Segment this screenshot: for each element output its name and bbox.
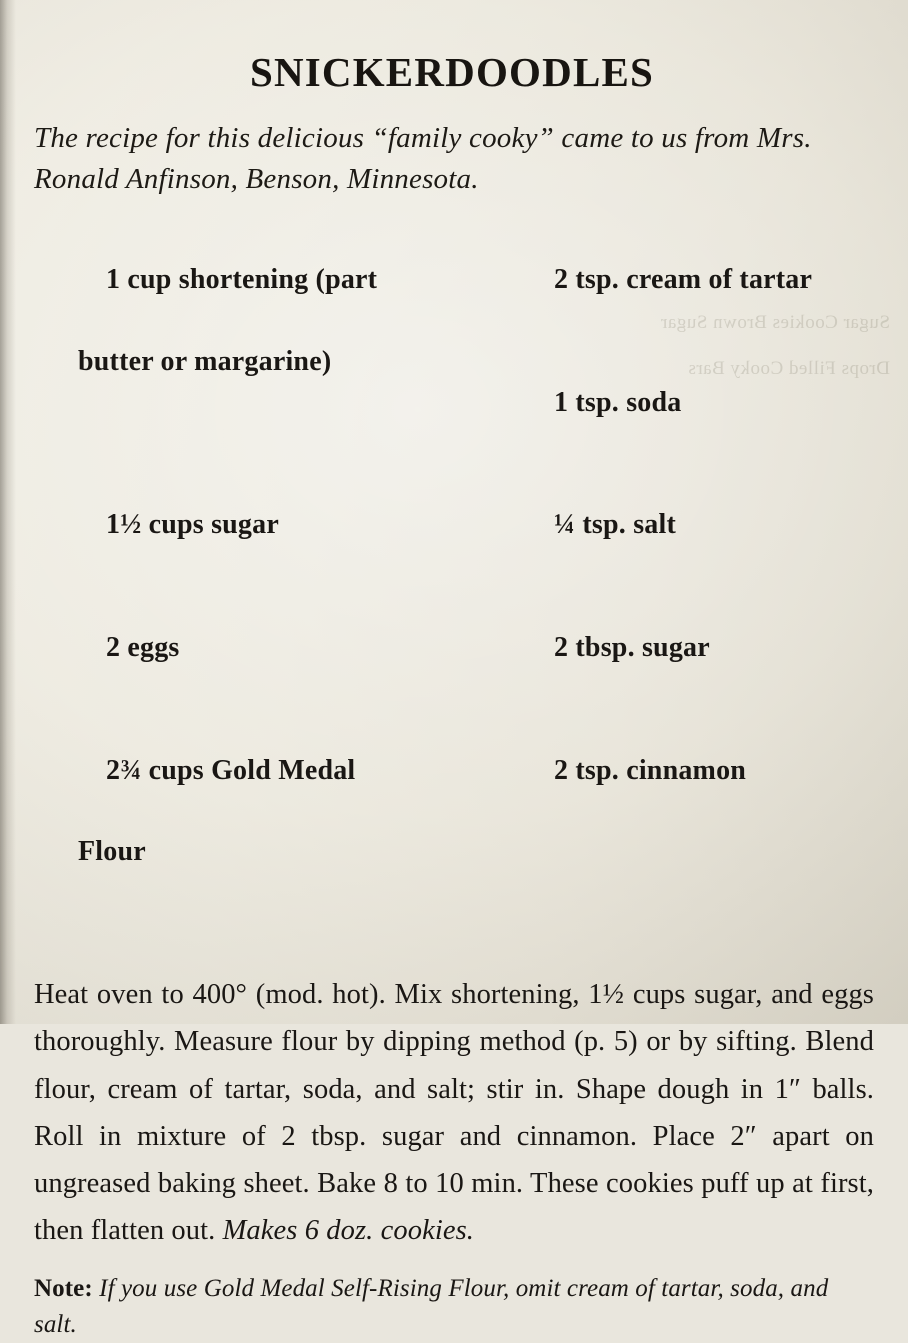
note-text: If you use Gold Medal Self-Rising Flour, omit cream of tartar, soda, and salt.	[34, 1274, 829, 1338]
recipe-content	[30, 48, 874, 1343]
ingredient-item	[482, 342, 882, 465]
page-title: SNICKERDOODLES	[249, 49, 655, 95]
recipe-intro: The recipe for this delicious “family cooky” came to us from Mrs. Ronald Anfinson, Benson, Minnesota.	[34, 122, 812, 195]
ingredient-text: ¼ tsp. salt	[554, 509, 676, 541]
ingredient-item	[34, 464, 464, 587]
recipe-yield: Makes 6 doz. cookies.	[222, 1215, 474, 1247]
ingredient-item	[34, 219, 464, 464]
show-through-text: Sugar Cookies Brown Sugar Drops Filled Cooky Bars	[660, 312, 890, 379]
ingredient-text-continuation: butter or margarine)	[78, 345, 332, 377]
ingredient-item	[482, 710, 882, 833]
ingredient-text: 2¾ cups Gold Medal	[106, 754, 356, 786]
ingredient-item	[34, 710, 464, 955]
ingredient-item	[482, 219, 882, 342]
note-label: Note:	[34, 1274, 93, 1302]
ingredient-item	[482, 587, 882, 710]
ingredient-text: 1 cup shortening (part	[106, 264, 378, 296]
recipe-directions	[34, 971, 874, 1255]
ingredient-item	[482, 464, 882, 587]
ingredient-text-continuation: Flour	[78, 836, 146, 868]
ingredients-list	[34, 219, 874, 955]
ingredients-column-left	[34, 219, 464, 955]
ingredient-text: 2 tsp. cream of tartar	[554, 264, 813, 296]
recipe-note	[34, 1271, 874, 1343]
directions-text: Heat oven to 400° (mod. hot). Mix shortening, 1½ cups sugar, and eggs thoroughly. Measure flour by dipping method (p. 5) or by sifting. Blend flour, cream of tartar, soda, and salt; stir in. Shape dough in 1″ balls. Roll in mixture of 2 tbsp. sugar and cinnamon. Place 2″ apart on ungreased baking sheet. Bake 8 to 10 min. These cookies puff up at first, then flatten out.	[34, 978, 874, 1247]
ingredient-text: 1 tsp. soda	[554, 386, 682, 418]
ingredient-text: 2 eggs	[106, 631, 180, 663]
ingredient-item	[34, 587, 464, 710]
ingredient-text: 2 tbsp. sugar	[554, 631, 710, 663]
ingredient-text: 1½ cups sugar	[106, 509, 279, 541]
ingredient-text: 2 tsp. cinnamon	[554, 754, 747, 786]
ingredients-column-right	[482, 219, 882, 955]
